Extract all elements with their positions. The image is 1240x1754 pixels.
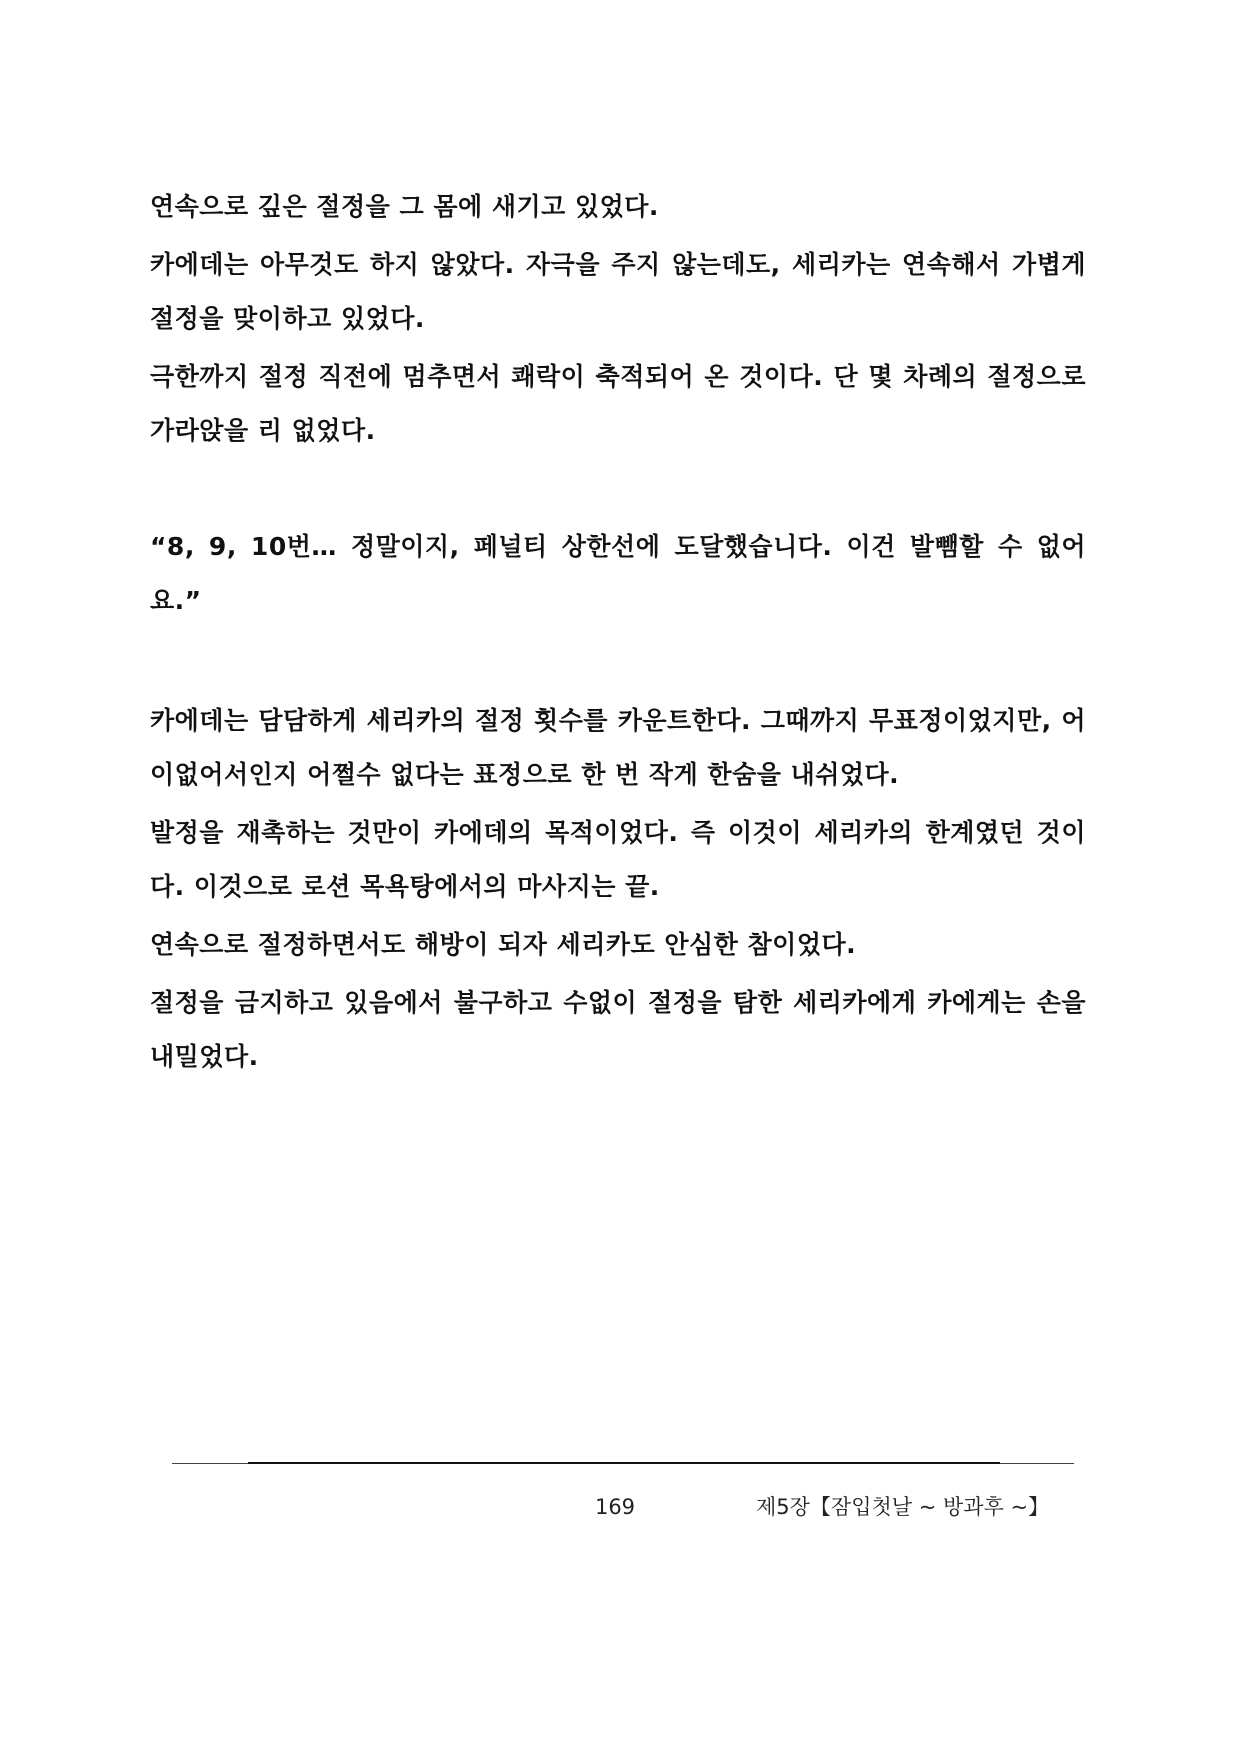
paragraph-3: 극한까지 절정 직전에 멈추면서 쾌락이 축적되어 온 것이다. 단 몇 차례의 절정으로 가라앉을 리 없었다.: [150, 362, 1086, 445]
paragraph-7: 연속으로 절정하면서도 해방이 되자 세리카도 안심한 참이었다.: [150, 930, 857, 959]
paragraph-2: 카에데는 아무것도 하지 않았다. 자극을 주지 않는데도, 세리카는 연속해서 가볍게 절정을 맞이하고 있었다.: [150, 250, 1086, 333]
paragraph-6: 발정을 재촉하는 것만이 카에데의 목적이었다. 즉 이것이 세리카의 한계였던 것이다. 이것으로 로션 목욕탕에서의 마사지는 끝.: [150, 818, 1086, 901]
page-number: 169: [594, 1495, 636, 1519]
paragraph-5: 카에데는 담담하게 세리카의 절정 횟수를 카운트한다. 그때까지 무표정이었지만, 어이없어서인지 어쩔수 없다는 표정으로 한 번 작게 한숨을 내쉬었다.: [150, 706, 1086, 789]
running-footer-chapter-title: 제5장【잠입첫날 ~ 방과후 ~】: [756, 1495, 1050, 1519]
paragraph-8: 절정을 금지하고 있음에서 불구하고 수없이 절정을 탐한 세리카에게 카에게는 손을 내밀었다.: [150, 988, 1086, 1071]
dialogue-line: “8, 9, 10번… 정말이지, 페널티 상한선에 도달했습니다. 이건 발뺌할 수 없어요.”: [150, 532, 1086, 615]
body-text: [150, 180, 1086, 1088]
footer-rule-thick: [248, 1462, 1000, 1464]
paragraph-1: 연속으로 깊은 절정을 그 몸에 새기고 있었다.: [150, 192, 659, 221]
